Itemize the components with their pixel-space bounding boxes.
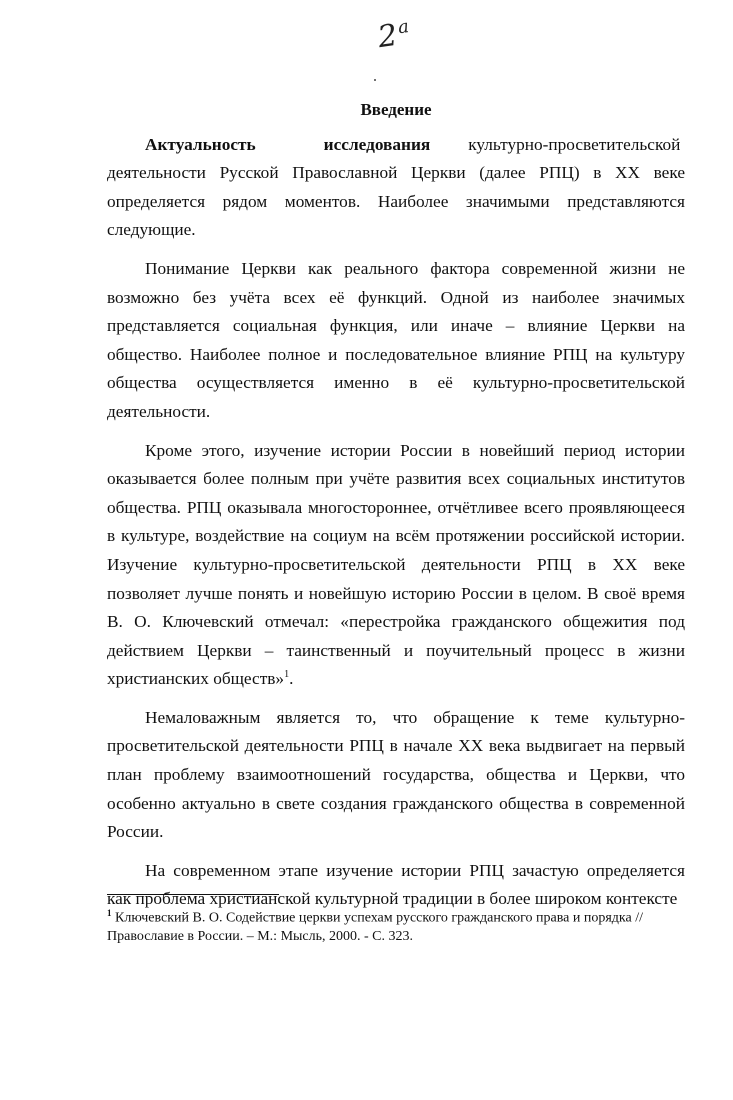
- page-mark-number: 2: [375, 17, 402, 56]
- scan-speck: [374, 79, 376, 81]
- intro-bold-word-2: исследования: [323, 134, 431, 154]
- main-text: [107, 96, 685, 924]
- handwritten-page-number: [376, 16, 414, 55]
- page-mark-suffix: а: [396, 15, 413, 39]
- paragraph-3: [107, 437, 685, 694]
- intro-bold-word-1: Актуальность: [145, 134, 256, 154]
- paragraph-5: На современном этапе изучение истории РПЦ зачастую определяется как проблема христианской культурной традиции в более широком контексте: [107, 860, 685, 909]
- paragraph-3-end: .: [289, 669, 294, 689]
- footnote-number: 1: [107, 908, 112, 918]
- paragraph-3-text: Кроме этого, изучение истории России в новейший период истории оказывается более полным при учёте развития всех социальных институтов общества. РПЦ оказывала многостороннее, отчётливее всего проявляющееся в культуре, воздействие на социум на всём протяжении российской истории. Изучение культурно-просветительской деятельности РПЦ в XX веке позволяет лучше понять и новейшую историю России в целом. В своё время В. О. Ключевский отмечал: «перестройка гражданского общежития под действием Церкви – таинственный и поучительный процесс в жизни христианских обществ»: [107, 440, 685, 689]
- intro-text: культурно-просветительской деятельности Русской Православной Церкви (далее РПЦ) в XX веке определяется рядом моментов. Наиболее значимыми представляются следующие.: [107, 134, 685, 240]
- footnote-reference[interactable]: 1: [284, 669, 290, 681]
- footnote-text: Ключевский В. О. Содействие церкви успехам русского гражданского права и порядка // Православие в России. – М.: Мысль, 2000. - С. 323.: [107, 910, 643, 944]
- intro-bold-phrase: [145, 135, 468, 154]
- footnote-separator: [107, 894, 279, 895]
- paragraph-4: Немаловажным является то, что обращение к теме культурно-просветительской деятельности РПЦ в начале XX века выдвигает на первый план проблему взаимоотношений государства, общества и Церкви, что особенно актуально в свете создания гражданского общества в современной России.: [107, 707, 685, 842]
- section-heading: Введение: [360, 100, 432, 119]
- paragraph-intro: [107, 131, 685, 245]
- footnote: [107, 904, 697, 946]
- paragraph-2: Понимание Церкви как реального фактора современной жизни не возможно без учёта всех её функций. Одной из наиболее значимых представляется социальная функция, или иначе – влияние Церкви на общество. Наиболее полное и последовательное влияние РПЦ на культуру общества осуществляется именно в её культурно-просветительской деятельности.: [107, 258, 685, 421]
